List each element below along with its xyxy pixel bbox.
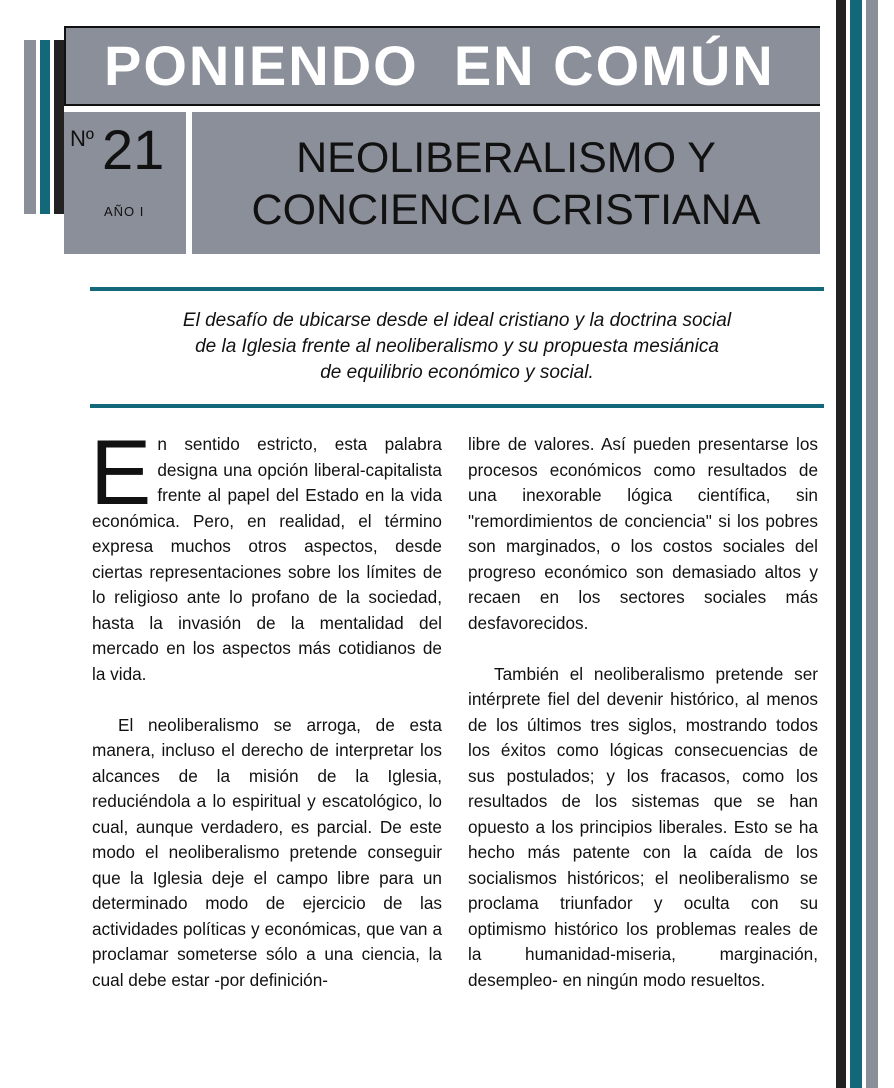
title-line-2: CONCIENCIA CRISTIANA	[251, 186, 761, 234]
subtitle-line-2: de la Iglesia frente al neoliberalismo y su propuesta mesiánica	[195, 336, 719, 357]
paragraph-2: El neoliberalismo se arroga, de esta manera, incluso el derecho de interpretar los alcances de la misión de la Iglesia, reduciéndola a lo espiritual y escatológico, lo cual, aunque verdadero, es parcial. De este modo el neoliberalismo pretende conseguir que la Iglesia deje el campo libre para un determinado modo de ejercicio de las actividades políticas y económicas, que van a proclamar someterse sólo a una ciencia, la cual debe estar -por definición-	[92, 714, 442, 990]
issue-year: AÑO I	[104, 204, 145, 219]
left-gray-bar	[24, 40, 36, 214]
right-teal-bar	[850, 0, 862, 1088]
subtitle-line-1: El desafío de ubicarse desde el ideal cristiano y la doctrina social	[182, 310, 732, 331]
left-column	[90, 422, 442, 1019]
series-banner	[64, 26, 820, 106]
top-divider	[90, 287, 824, 291]
paragraph-2-continued: libre de valores. Así pueden presentarse los procesos económicos como resultados de una inexorable lógica científica, sin "remordimientos de conciencia" si los pobres son marginados, o los costos sociales del progreso económico son demasiado altos y recaen en los sectores sociales más desfavorecidos.	[468, 434, 818, 633]
paragraph-3: También el neoliberalismo pretende ser intérprete fiel del devenir histórico, al menos de los últimos tres siglos, mostrando todos los éxitos como lógicas consecuencias de sus postulados; y los fracasos, como los resultados de los sistemas que se han opuesto a los principios liberales. Esto se ha hecho más patente con la caída de los socialismos históricos; el neoliberalismo se proclama triunfador y oculta con su optimismo histórico los problemas reales de la humanidad-miseria, marginación, desempleo- en ningún modo resueltos.	[468, 663, 818, 990]
left-dark-bar	[54, 40, 64, 214]
subtitle-line-3: de equilibrio económico y social.	[320, 362, 594, 383]
left-teal-bar	[40, 40, 50, 214]
issue-number: 21	[102, 118, 165, 181]
issue-box	[64, 112, 186, 254]
title-line-1: NEOLIBERALISMO Y	[296, 134, 716, 182]
right-gray-bar	[866, 0, 878, 1088]
right-dark-bar	[836, 0, 846, 1088]
series-title: PONIENDO EN COMÚN	[104, 34, 775, 97]
subtitle	[96, 308, 818, 386]
right-column	[468, 432, 818, 1019]
drop-cap: E	[90, 422, 152, 524]
bottom-divider	[90, 404, 824, 408]
paragraph-1	[90, 422, 442, 687]
title-box	[192, 112, 820, 254]
issue-prefix: Nº	[70, 126, 94, 151]
paragraph-1-text: n sentido estricto, esta palabra designa una opción liberal-capitalista frente al papel del Estado en la vida económica. Pero, en realidad, el término expresa muchos otros aspectos, desde ciertas representaciones sobre los límites de lo religioso ante lo profano de la sociedad, hasta la invasión de la mentalidad del mercado en los aspectos más cotidianos de la vida.	[92, 434, 442, 684]
page-title	[192, 132, 820, 236]
